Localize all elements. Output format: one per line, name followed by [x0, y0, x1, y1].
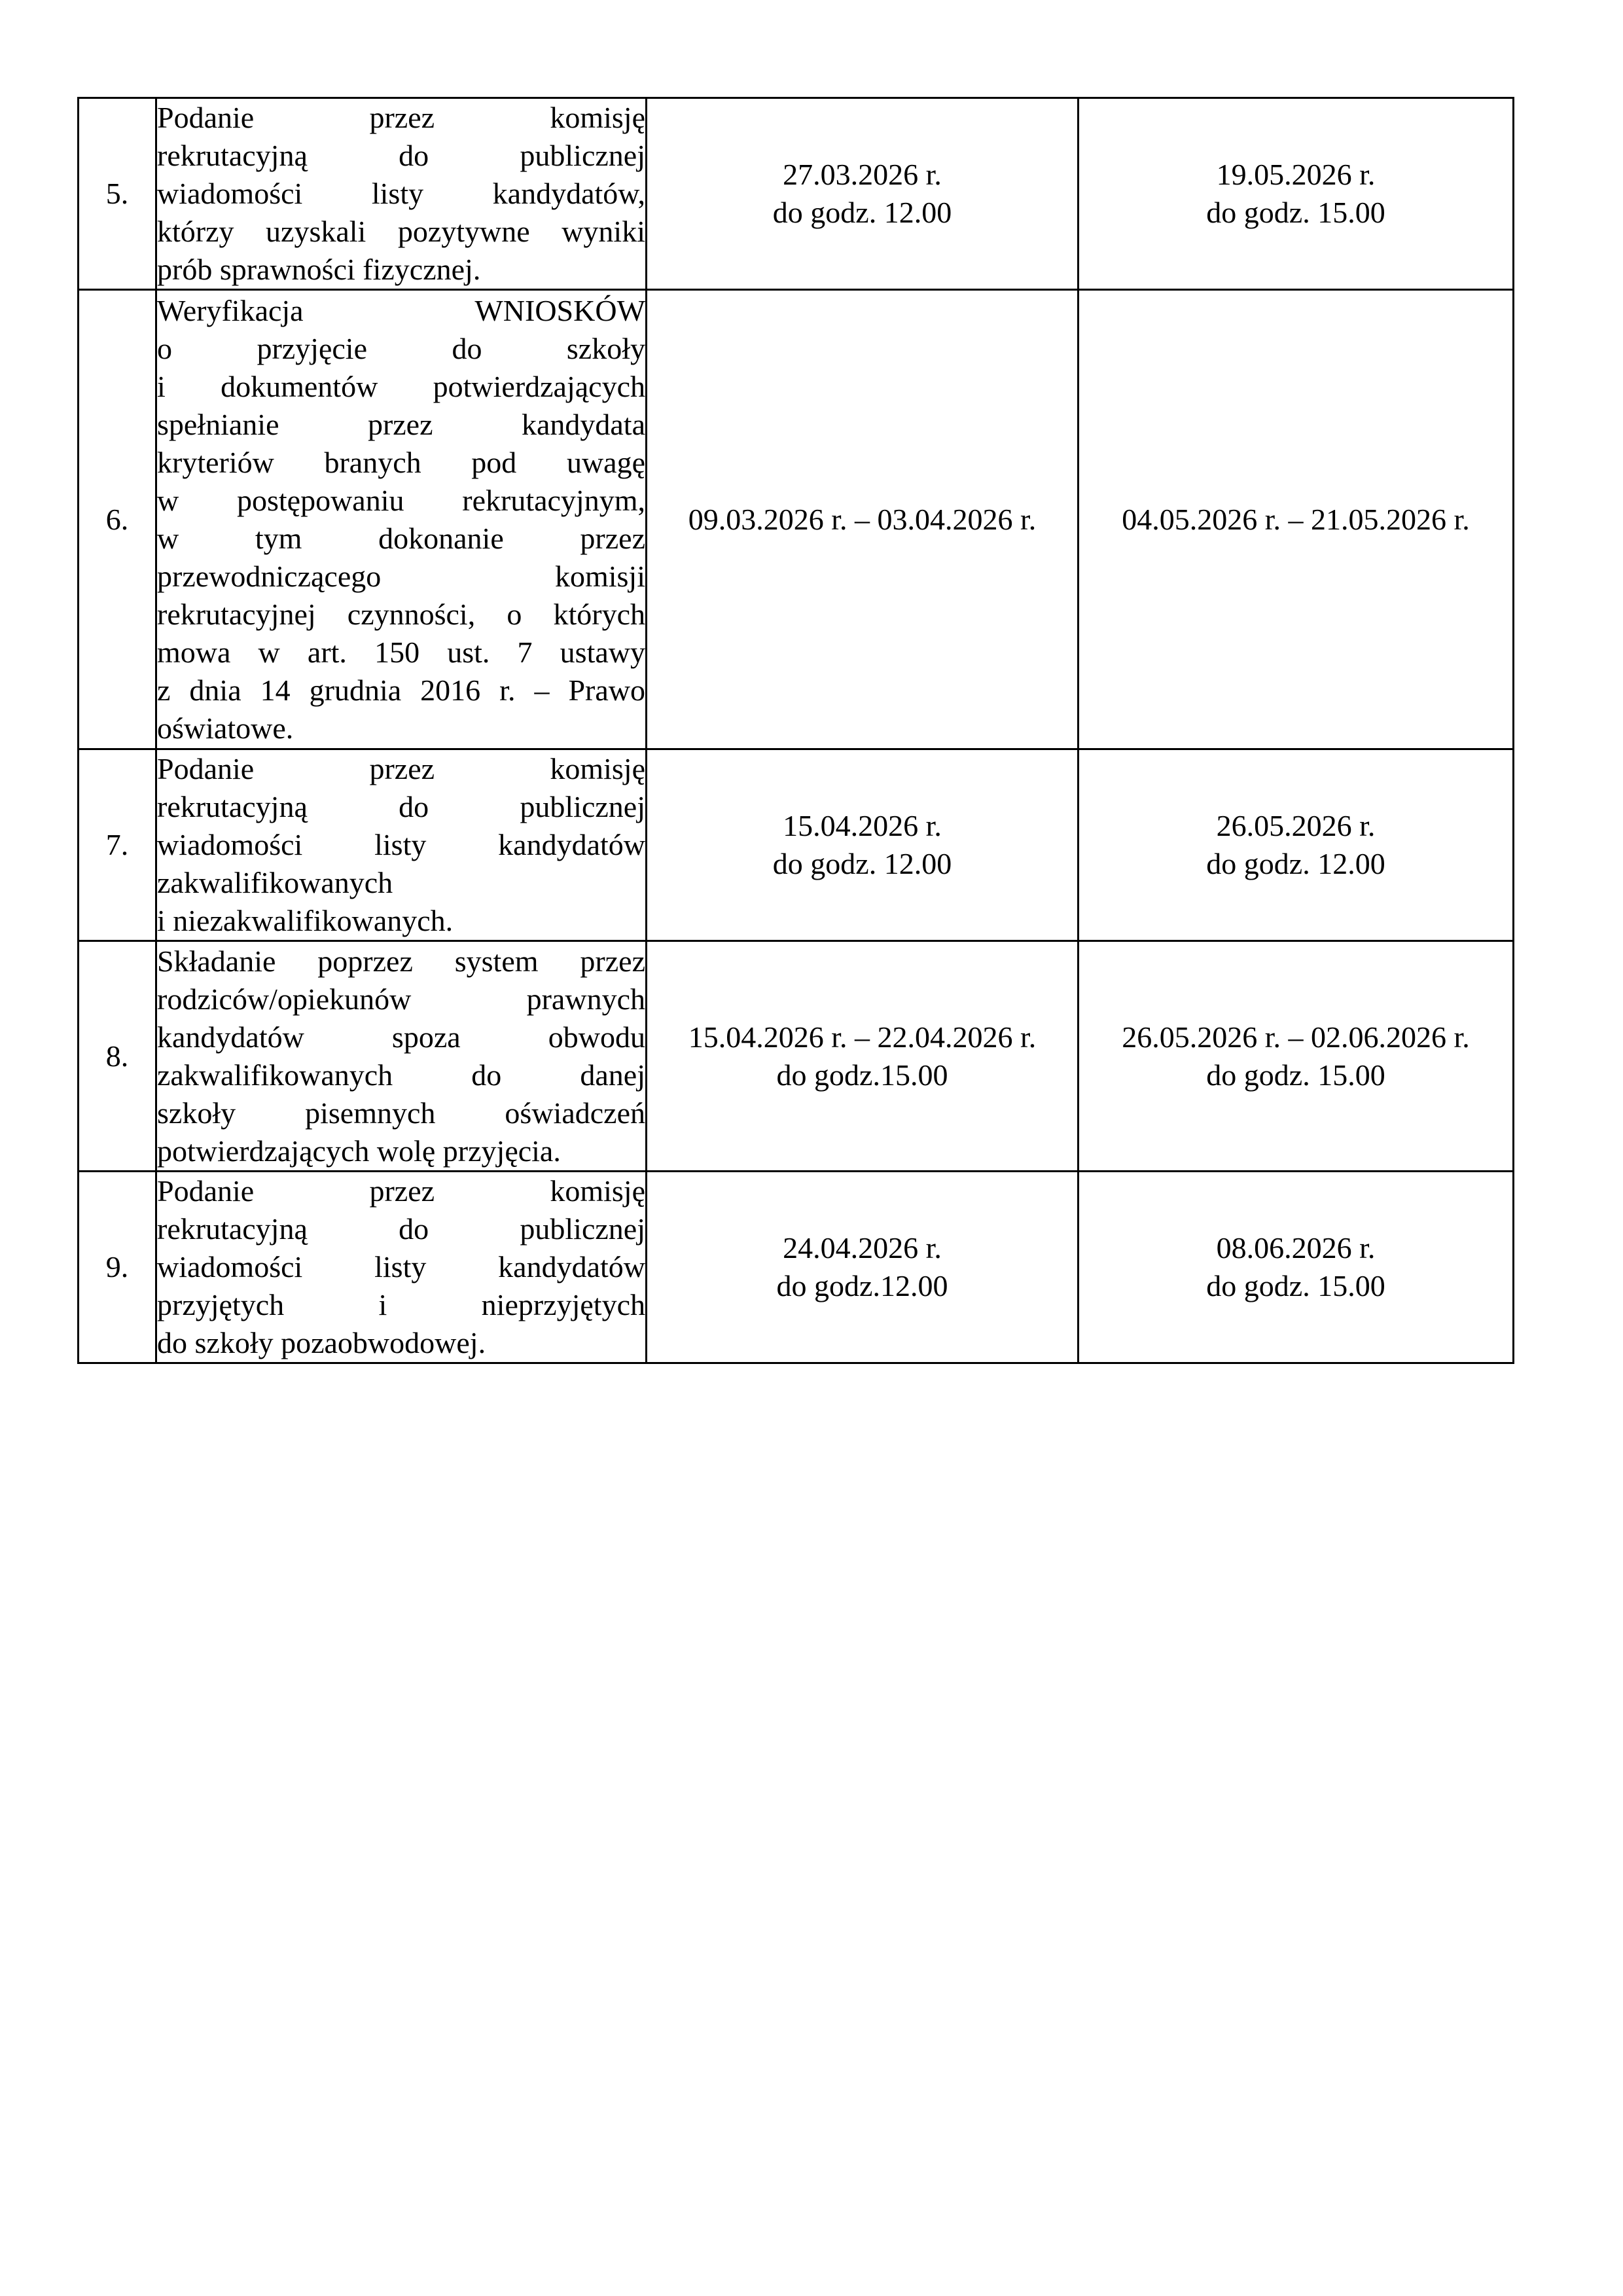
description-line: szkoły pisemnych oświadczeń — [157, 1096, 645, 1130]
description-line: Podanie przez komisję — [157, 1174, 645, 1208]
activity-description — [156, 749, 647, 941]
primary-recruitment-term — [647, 1172, 1079, 1363]
description-line: prób sprawności fizycznej. — [157, 253, 481, 286]
description-line: o przyjęcie do szkoły — [157, 331, 645, 365]
term-line: 19.05.2026 r. — [1216, 158, 1376, 191]
description-line: przyjętych i nieprzyjętych — [157, 1288, 645, 1321]
description-line: mowa w art. 150 ust. 7 ustawy — [157, 635, 645, 669]
term-line: do godz. 15.00 — [1206, 196, 1385, 229]
supplementary-recruitment-term — [1079, 941, 1514, 1172]
description-line: i niezakwalifikowanych. — [157, 904, 454, 937]
supplementary-recruitment-term — [1079, 98, 1514, 290]
description-line: w postępowaniu rekrutacyjnym, — [157, 483, 645, 517]
table-row — [79, 290, 1514, 749]
description-line: z dnia 14 grudnia 2016 r. – Prawo — [157, 673, 645, 707]
description-line: i dokumentów potwierdzających — [157, 369, 645, 403]
term-line: 08.06.2026 r. — [1216, 1231, 1376, 1265]
description-line: w tym dokonanie przez — [157, 521, 645, 555]
activity-description — [156, 290, 647, 749]
description-line: przewodniczącego komisji — [157, 559, 645, 593]
description-line: rekrutacyjną do publicznej — [157, 790, 645, 823]
term-line: do godz. 15.00 — [1206, 1269, 1385, 1302]
supplementary-recruitment-term — [1079, 1172, 1514, 1363]
term-line: 04.05.2026 r. – 21.05.2026 r. — [1122, 502, 1470, 536]
row-number: 8. — [79, 941, 156, 1172]
term-line: do godz. 12.00 — [1206, 847, 1385, 880]
supplementary-recruitment-term — [1079, 290, 1514, 749]
row-number: 7. — [79, 749, 156, 941]
primary-recruitment-term — [647, 290, 1079, 749]
term-line: 27.03.2026 r. — [783, 158, 942, 191]
description-line: Składanie poprzez system przez — [157, 944, 645, 978]
activity-description — [156, 98, 647, 290]
term-line: 15.04.2026 r. – 22.04.2026 r. — [688, 1020, 1037, 1054]
description-line: rekrutacyjną do publicznej — [157, 1212, 645, 1246]
supplementary-recruitment-term — [1079, 749, 1514, 941]
description-line: oświatowe. — [157, 711, 294, 745]
term-line: 26.05.2026 r. — [1216, 809, 1376, 842]
description-line: spełnianie przez kandydata — [157, 407, 645, 441]
term-line: do godz. 12.00 — [772, 847, 952, 880]
description-line: którzy uzyskali pozytywne wyniki — [157, 215, 645, 248]
description-line: Podanie przez komisję — [157, 752, 645, 785]
term-line: do godz. 15.00 — [1206, 1058, 1385, 1092]
primary-recruitment-term — [647, 98, 1079, 290]
description-line: wiadomości listy kandydatów — [157, 1250, 645, 1283]
description-line: wiadomości listy kandydatów, — [157, 177, 645, 210]
description-line: zakwalifikowanych do danej — [157, 1058, 645, 1092]
table-row — [79, 98, 1514, 290]
description-line: do szkoły pozaobwodowej. — [157, 1326, 486, 1359]
term-line: do godz.15.00 — [776, 1058, 948, 1092]
primary-recruitment-term — [647, 941, 1079, 1172]
term-line: 09.03.2026 r. – 03.04.2026 r. — [688, 502, 1037, 536]
table-row — [79, 1172, 1514, 1363]
description-line: Podanie przez komisję — [157, 101, 645, 134]
row-number: 6. — [79, 290, 156, 749]
description-line: rekrutacyjnej czynności, o których — [157, 597, 645, 631]
description-line: kryteriów branych pod uwagę — [157, 445, 645, 479]
row-number: 9. — [79, 1172, 156, 1363]
term-line: do godz.12.00 — [776, 1269, 948, 1302]
description-line: wiadomości listy kandydatów — [157, 828, 645, 861]
activity-description — [156, 1172, 647, 1363]
row-number: 5. — [79, 98, 156, 290]
description-line: rodziców/opiekunów prawnych — [157, 982, 645, 1016]
description-line: rekrutacyjną do publicznej — [157, 139, 645, 172]
description-line: zakwalifikowanych — [157, 866, 393, 899]
activity-description — [156, 941, 647, 1172]
table-row — [79, 941, 1514, 1172]
primary-recruitment-term — [647, 749, 1079, 941]
term-line: 26.05.2026 r. – 02.06.2026 r. — [1122, 1020, 1470, 1054]
table-row — [79, 749, 1514, 941]
schedule-table-body — [79, 98, 1514, 1363]
recruitment-schedule-table — [77, 97, 1514, 1364]
term-line: do godz. 12.00 — [772, 196, 952, 229]
description-line: potwierdzających wolę przyjęcia. — [157, 1134, 561, 1168]
term-line: 15.04.2026 r. — [783, 809, 942, 842]
description-line: Weryfikacja WNIOSKÓW — [157, 293, 645, 327]
term-line: 24.04.2026 r. — [783, 1231, 942, 1265]
description-line: kandydatów spoza obwodu — [157, 1020, 645, 1054]
